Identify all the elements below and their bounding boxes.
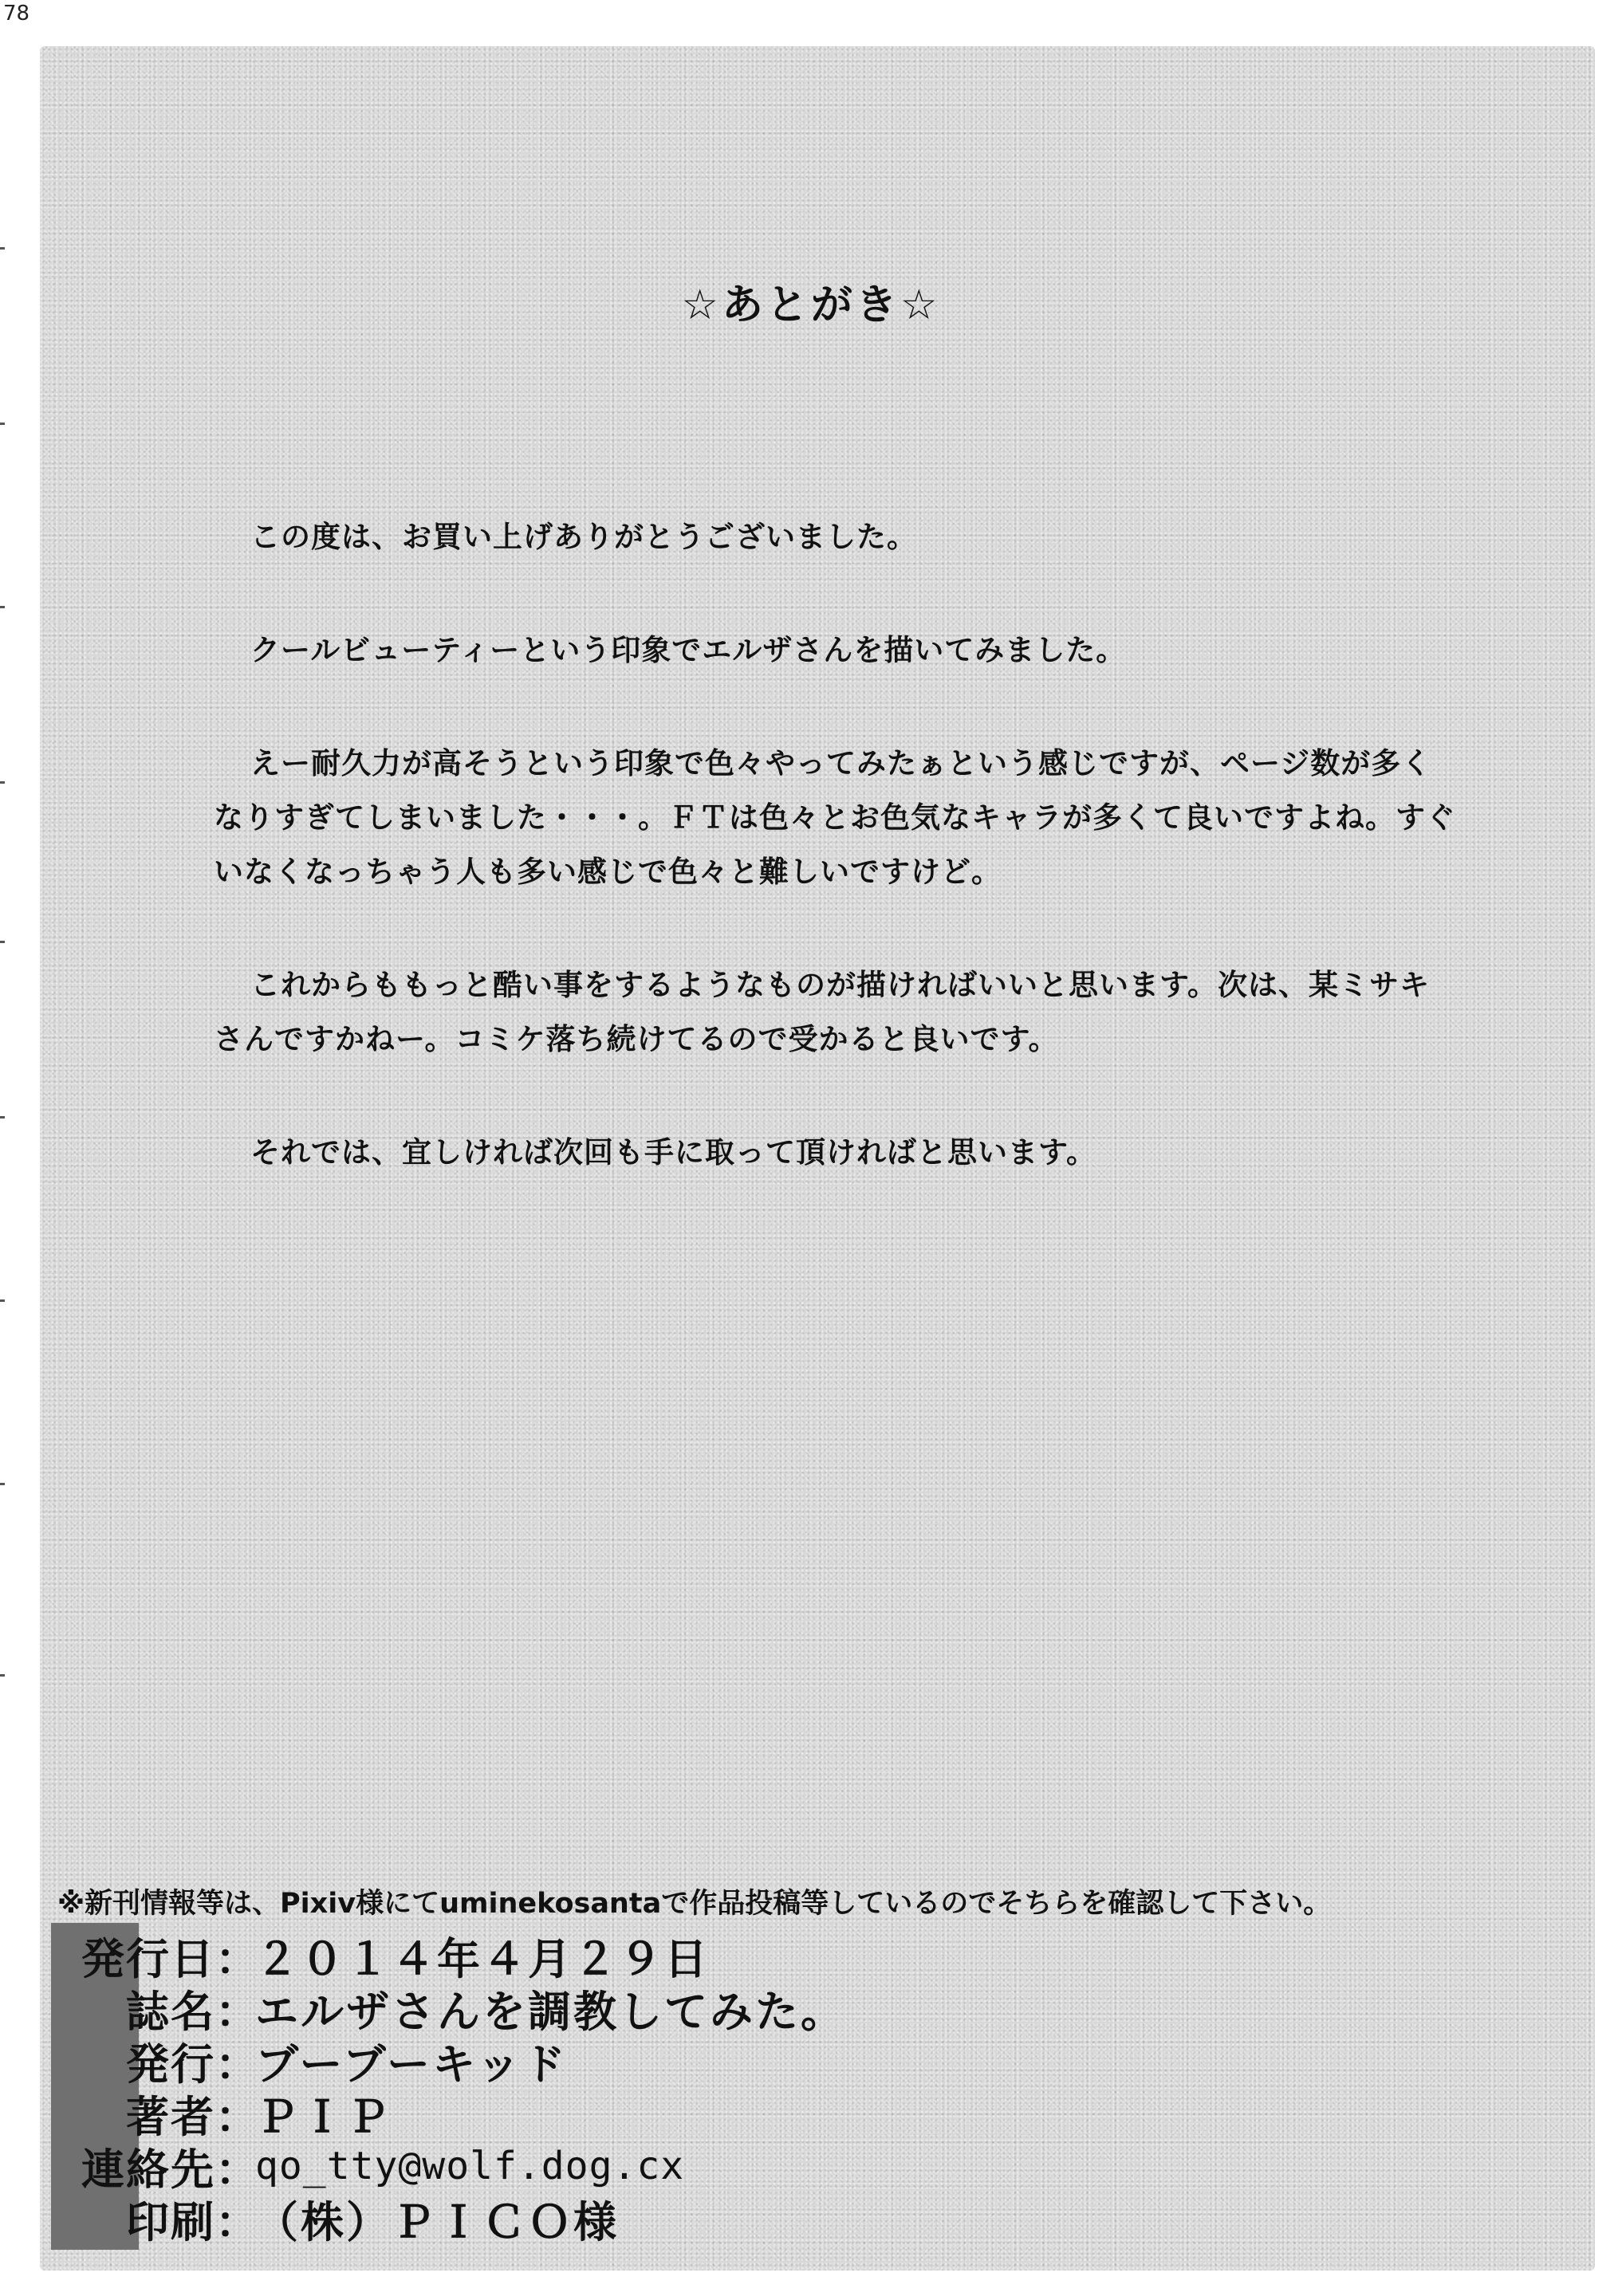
edge-mark xyxy=(0,1674,5,1677)
colophon-row-printer xyxy=(56,2192,933,2245)
colophon-separator: ： xyxy=(215,1933,258,1984)
edge-mark xyxy=(0,1483,5,1485)
paragraph: それでは、宜しければ次回も手に取って頂ければと思います。 xyxy=(250,1135,1097,1170)
paragraph: これからももっと酷い事をするようなものが描ければいいと思います。次は、某ミサキさんですかねー。コミケ落ち続けてるので受かると良いです。 xyxy=(214,968,1431,1056)
colophon-separator: ： xyxy=(215,2196,258,2247)
colophon-value: （株）ＰＩＣＯ様 xyxy=(255,2196,619,2247)
edge-mark xyxy=(0,247,5,250)
contact-email: qo_tty@wolf.dog.cx xyxy=(255,2144,685,2188)
colophon-separator: ： xyxy=(215,2091,258,2142)
colophon-value: ２０１４年４月２９日 xyxy=(255,1933,710,1984)
colophon-value: ＰＩＰ xyxy=(255,2091,392,2142)
colophon-label: 著者 xyxy=(126,2091,215,2142)
colophon-row-contact xyxy=(56,2140,933,2195)
colophon-row-date xyxy=(56,1929,933,1982)
colophon-label: 誌名 xyxy=(126,1986,215,2037)
paragraph: えー耐久力が高そうという印象で色々やってみたぁという感じですが、ページ数が多くなりすぎてしまいました・・・。ＦＴは色々とお色気なキャラが多くて良いですよね。すぐいなくなっちゃう人も多い感じで色々と難しいですけど。 xyxy=(214,746,1456,889)
page-title: ☆あとがき☆ xyxy=(681,281,941,329)
edge-mark xyxy=(0,781,5,784)
edge-mark xyxy=(0,1116,5,1119)
page-number: 78 xyxy=(3,2,30,26)
edge-mark xyxy=(0,1299,5,1302)
afterword-body xyxy=(214,510,1458,1239)
paragraph: クールビューティーという印象でエルザさんを描いてみました。 xyxy=(250,633,1127,667)
colophon-separator: ： xyxy=(215,2038,258,2090)
edge-mark xyxy=(0,606,5,608)
colophon-value: エルザさんを調教してみた。 xyxy=(255,1986,846,2037)
colophon-row-title xyxy=(56,1982,933,2035)
colophon-label: 印刷 xyxy=(126,2196,215,2247)
colophon-value: ブーブーキッド xyxy=(255,2038,568,2090)
colophon-row-author xyxy=(56,2087,933,2140)
colophon-label: 連絡先 xyxy=(81,2144,215,2195)
colophon-label: 発行日 xyxy=(81,1933,215,1984)
release-notice: ※新刊情報等は、Pixiv様にてuminekosantaで作品投稿等しているのでそちらを確認して下さい。 xyxy=(57,1888,1332,1920)
edge-mark xyxy=(0,423,5,425)
colophon-separator: ： xyxy=(215,2144,258,2195)
paragraph: この度は、お買い上げありがとうございました。 xyxy=(250,520,917,554)
edge-mark xyxy=(0,941,5,943)
colophon-row-publisher xyxy=(56,2035,933,2090)
colophon-separator: ： xyxy=(215,1986,258,2037)
colophon-label: 発行 xyxy=(126,2038,215,2090)
colophon xyxy=(56,1929,933,2245)
